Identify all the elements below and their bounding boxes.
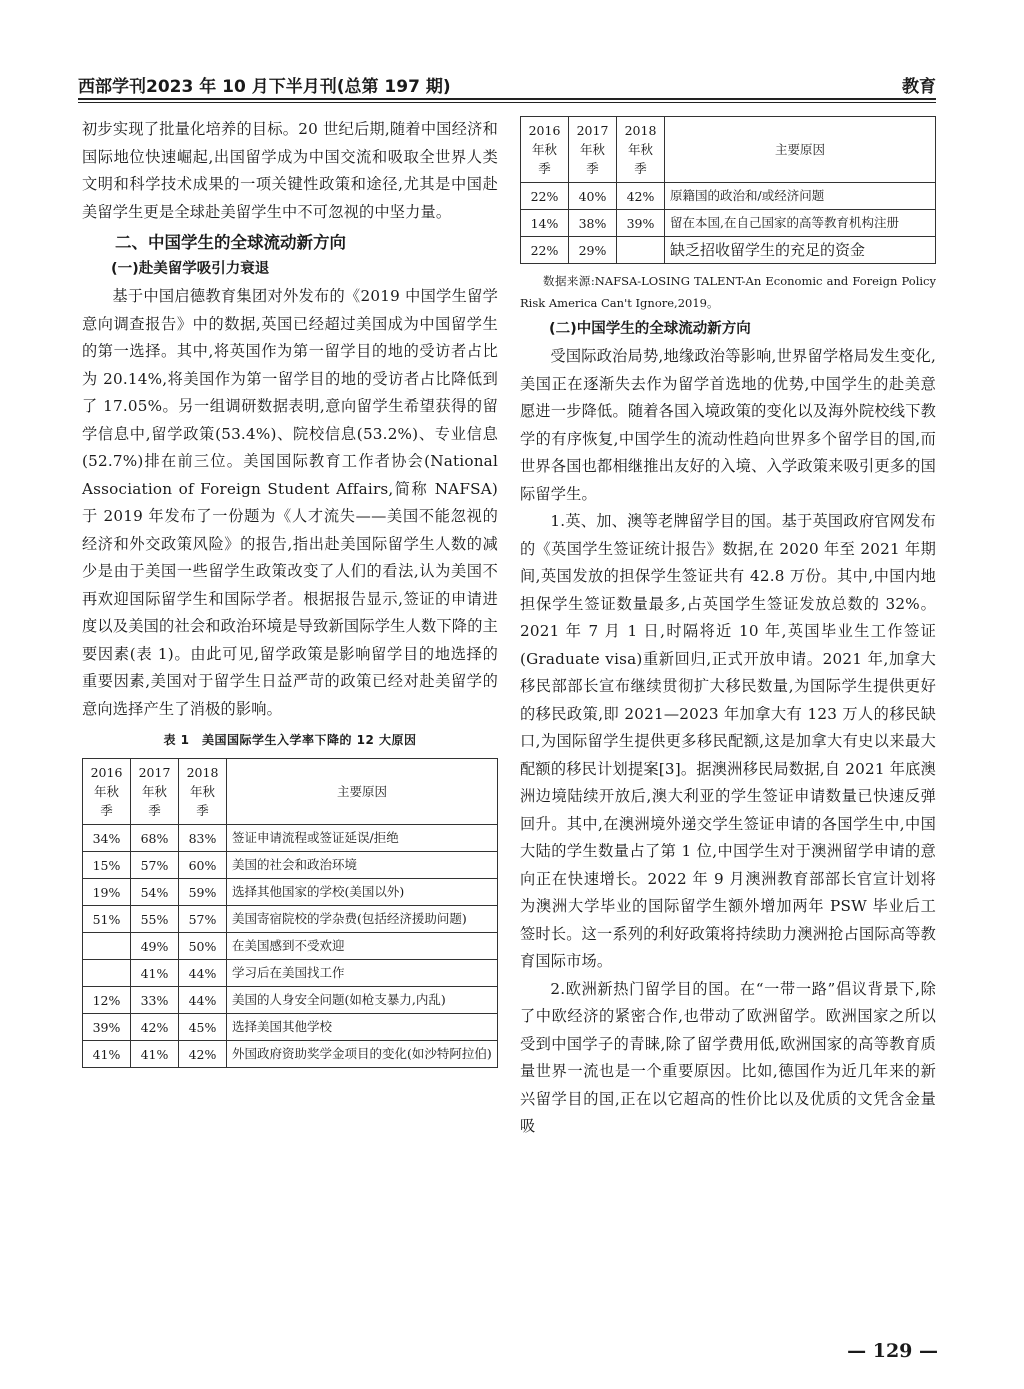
paragraph: 初步实现了批量化培养的目标。20 世纪后期,随着中国经济和国际地位快速崛起,出国留学成为中国交流和吸取全世界人类文明和科学技术成果的一项关键性政策和途径,尤其是中国赴美留学生更是全球赴美留学生中不可忽视的中坚力量。 (82, 120, 498, 221)
table-cell-percent: 57% (179, 906, 227, 933)
table-row (83, 933, 498, 960)
table-cell-percent: 41% (131, 960, 179, 987)
column-header: 2017 年秋季 (131, 759, 179, 825)
section-label: 教育 (902, 77, 936, 97)
table-cell-percent: 57% (131, 852, 179, 879)
table-row (83, 879, 498, 906)
table-row (83, 852, 498, 879)
paragraph: 1.英、加、澳等老牌留学目的国。基于英国政府官网发布的《英国学生签证统计报告》数据,在 2020 年至 2021 年期间,英国发放的担保学生签证共有 42.8 万份。其中,中国内地担保学生签证数量最多,占英国学生签证发放总数的 32%。2021 年 7 月 1 日,时隔将近 10 年,英国毕业生工作签证(Graduate visa)重新回归,正式开放申请。2021 年,加拿大移民部部长宣布继续贯彻扩大移民数量,为国际学生提供更好的移民政策,即 2021—2023 年加拿大有 123 万人的移民缺口,为国际留学生提供更多移民配额,这是加拿大有史以来最大配额的移民计划提案[3]。据澳洲移民局数据,自 2021 年底澳洲边境陆续开放后,澳大利亚的学生签证申请数量已快速反弹回升。其中,在澳洲境外递交学生签证申请的各国学生中,中国大陆的学生数量占了第 1 位,中国学生对于澳洲留学申请的意向正在快速增长。2022 年 9 月澳洲教育部部长官宣计划将为澳洲大学毕业的国际留学生额外增加两年 PSW 毕业后工签时长。这一系列的利好政策将持续助力澳洲抢占国际高等教育国际市场。 (520, 512, 936, 970)
table-row (83, 1041, 498, 1068)
table-cell-percent: 22% (521, 237, 569, 264)
table-cell-percent: 39% (617, 210, 665, 237)
table-row (83, 960, 498, 987)
table-cell-percent: 49% (131, 933, 179, 960)
table-row (521, 237, 936, 264)
table-cell-percent: 50% (179, 933, 227, 960)
column-header: 主要原因 (227, 759, 498, 825)
paragraph: 基于中国启德教育集团对外发布的《2019 中国学生留学意向调查报告》中的数据,英国已经超过美国成为中国留学生的第一选择。其中,将英国作为第一留学目的地的受访者占比为 20.14%,将美国作为第一留学目的地的受访者占比降低到了 17.05%。另一组调研数据表明,意向留学生希望获得的留学信息中,留学政策(53.4%)、院校信息(53.2%)、专业信息(52.7%)排在前三位。美国国际教育工作者协会(National Association of Foreign Student Affairs,简称 NAFSA)于 2019 年发布了一份题为《人才流失——美国不能忽视的经济和外交政策风险》的报告,指出赴美国际留学生人数的减少是由于美国一些留学生政策改变了人们的看法,认为美国不再欢迎国际留学生和国际学者。根据报告显示,签证的申请进度以及美国的社会和政治环境是导致新国际学生人数下降的主要因素(表 1)。由此可见,留学政策是影响留学目的地选择的重要因素,美国对于留学生日益严苛的政策已经对赴美留学的意向选择产生了消极的影响。 (82, 287, 498, 718)
table-row (83, 1014, 498, 1041)
paragraph: 2.欧洲新热门留学目的国。在“一带一路”倡议背景下,除了中欧经济的紧密合作,也带动了欧洲留学。欧洲国家之所以受到中国学子的青睐,除了留学费用低,欧洲国家的高等教育质量世界一流也是一个重要原因。比如,德国作为近几年来的新兴留学目的国,正在以它超高的性价比以及优质的文凭含金量吸 (520, 979, 936, 1135)
table-cell-percent: 42% (131, 1014, 179, 1041)
table-cell-percent: 39% (83, 1014, 131, 1041)
table-row (83, 825, 498, 852)
table-cell-percent: 40% (569, 183, 617, 210)
table-row (521, 210, 936, 237)
subsection-heading: (一)赴美留学吸引力衰退 (111, 261, 270, 277)
table-source-note: 数据来源:NAFSA-LOSING TALENT-An Economic and Foreign Policy Risk America Can't Ignore,2019。 (520, 274, 936, 310)
left-column (82, 116, 498, 1068)
table-cell-percent: 22% (521, 183, 569, 210)
table-caption: 表 1 美国国际学生入学率下降的 12 大原因 (163, 733, 417, 747)
table-cell-percent: 41% (83, 1041, 131, 1068)
table-cell-percent: 38% (569, 210, 617, 237)
table-cell-percent: 59% (179, 879, 227, 906)
table-cell-percent (83, 933, 131, 960)
table-cell-percent: 12% (83, 987, 131, 1014)
table-cell-reason: 原籍国的政治和/或经济问题 (665, 183, 936, 210)
table-cell-percent: 44% (179, 987, 227, 1014)
column-header: 2016 年秋季 (521, 117, 569, 183)
table-cell-reason: 美国的社会和政治环境 (227, 852, 498, 879)
page-number: — 129 — (847, 1340, 938, 1362)
page-header (78, 68, 936, 98)
table-cell-percent: 33% (131, 987, 179, 1014)
table-cell-reason: 签证申请流程或签证延误/拒绝 (227, 825, 498, 852)
column-header: 2017 年秋季 (569, 117, 617, 183)
table-cell-reason: 选择其他国家的学校(美国以外) (227, 879, 498, 906)
table-cell-percent: 51% (83, 906, 131, 933)
column-header: 2018 年秋季 (617, 117, 665, 183)
table-cell-percent: 14% (521, 210, 569, 237)
table-cell-percent: 44% (179, 960, 227, 987)
right-column (520, 116, 936, 1141)
table-cell-percent: 54% (131, 879, 179, 906)
table-row (521, 183, 936, 210)
table-cell-percent: 15% (83, 852, 131, 879)
header-rule-thin (78, 102, 936, 103)
table-cell-percent: 60% (179, 852, 227, 879)
table-cell-percent: 42% (617, 183, 665, 210)
table-cell-reason: 学习后在美国找工作 (227, 960, 498, 987)
paragraph: 受国际政治局势,地缘政治等影响,世界留学格局发生变化,美国正在逐渐失去作为留学首选地的优势,中国学生的赴美意愿进一步降低。随着各国入境政策的变化以及海外院校线下教学的有序恢复,中国学生的流动性趋向世界多个留学目的国,而世界各国也都相继推出友好的入境、入学政策来吸引更多的国际留学生。 (520, 347, 936, 503)
table-cell-reason: 美国寄宿院校的学杂费(包括经济援助问题) (227, 906, 498, 933)
header-rule-thick (78, 98, 936, 100)
reasons-table-part2 (520, 116, 936, 264)
table-cell-percent (83, 960, 131, 987)
table-cell-reason: 缺乏招收留学生的充足的资金 (665, 237, 936, 264)
table-cell-reason: 美国的人身安全问题(如枪支暴力,内乱) (227, 987, 498, 1014)
table-cell-reason: 选择美国其他学校 (227, 1014, 498, 1041)
table-cell-percent: 55% (131, 906, 179, 933)
column-header: 主要原因 (665, 117, 936, 183)
table-body (521, 183, 936, 264)
table-cell-percent: 41% (131, 1041, 179, 1068)
table-header-row (521, 117, 936, 183)
table-cell-percent: 68% (131, 825, 179, 852)
table-cell-percent: 19% (83, 879, 131, 906)
table-row (83, 906, 498, 933)
table-cell-percent: 83% (179, 825, 227, 852)
table-cell-reason: 留在本国,在自己国家的高等教育机构注册 (665, 210, 936, 237)
table-cell-reason: 在美国感到不受欢迎 (227, 933, 498, 960)
table-cell-percent: 34% (83, 825, 131, 852)
subsection-heading: (二)中国学生的全球流动新方向 (549, 321, 751, 337)
table-header-row (83, 759, 498, 825)
table-cell-percent: 29% (569, 237, 617, 264)
section-heading: 二、中国学生的全球流动新方向 (115, 233, 346, 252)
table-cell-percent (617, 237, 665, 264)
column-header: 2018 年秋季 (179, 759, 227, 825)
table-cell-percent: 42% (179, 1041, 227, 1068)
table-cell-reason: 外国政府资助奖学金项目的变化(如沙特阿拉伯) (227, 1041, 498, 1068)
table-body (83, 825, 498, 1068)
reasons-table-part1 (82, 758, 498, 1068)
table-cell-percent: 45% (179, 1014, 227, 1041)
journal-title: 西部学刊2023 年 10 月下半月刊(总第 197 期) (78, 77, 451, 97)
column-header: 2016 年秋季 (83, 759, 131, 825)
table-row (83, 987, 498, 1014)
